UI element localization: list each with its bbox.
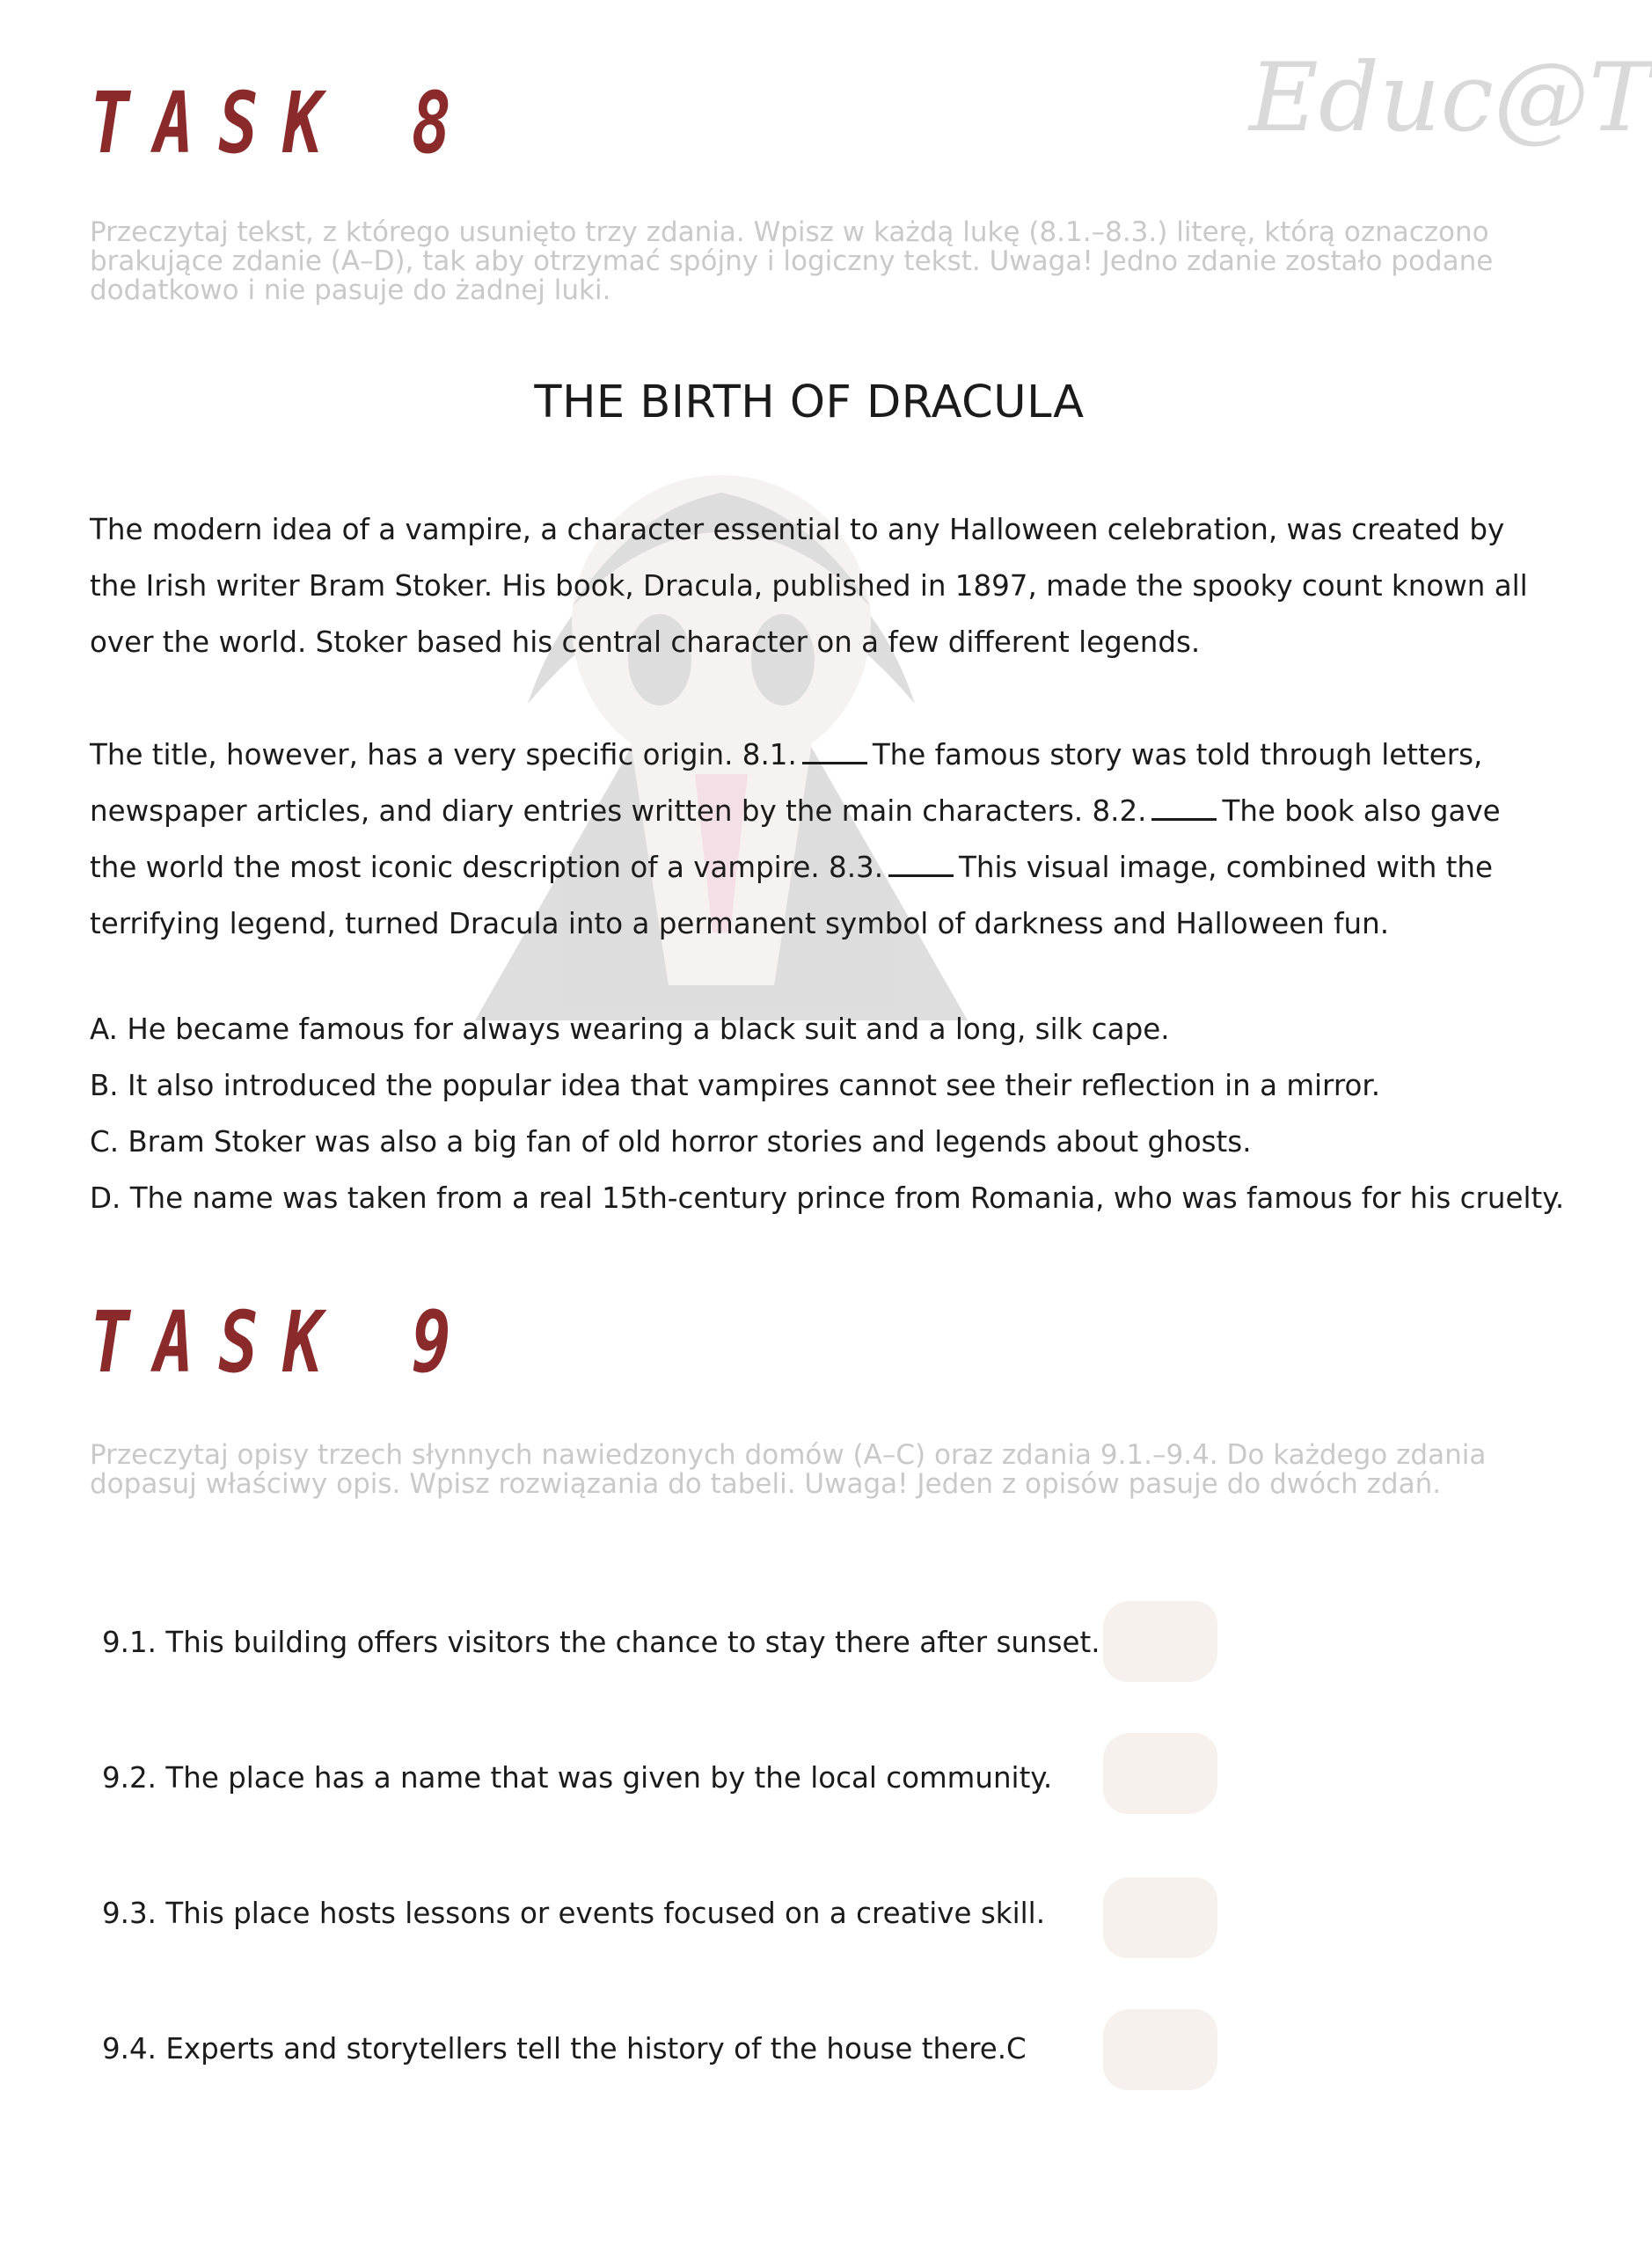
option-letter: C. [90, 1125, 120, 1159]
answer-box-9-2[interactable] [1103, 1733, 1217, 1814]
article-paragraph-1: The modern idea of a vampire, a character essential to any Halloween celebration, was created by the Irish writer Bram Stoker. His book, Dracula, published in 1897, made the spooky count known all over the world. Stoker based his central character on a few different legends. [90, 513, 1528, 659]
paragraph-2-part-1: The title, however, has a very specific origin. 8.1. [90, 738, 797, 771]
option-text: The name was taken from a real 15th-century prince from Romania, who was famous for his cruelty. [129, 1181, 1565, 1215]
gap-8-3[interactable] [888, 874, 954, 877]
option-text: Bram Stoker was also a big fan of old horror stories and legends about ghosts. [128, 1125, 1252, 1159]
question-text: Experts and storytellers tell the history of the house there.C [165, 2032, 1027, 2066]
option-a [90, 1001, 1568, 1057]
option-letter: D. [90, 1181, 121, 1215]
paragraph-2-part-3: The book also gave the world the most iconic description of a vampire. 8.3. [90, 794, 1501, 884]
question-9-1 [102, 1626, 1100, 1659]
question-text: The place has a name that was given by the local community. [165, 1761, 1053, 1795]
question-number: 9.1. [102, 1626, 157, 1659]
question-9-3 [102, 1897, 1045, 1930]
question-number: 9.3. [102, 1897, 157, 1930]
task8-title: TASK 8 [90, 74, 476, 172]
answer-box-9-1[interactable] [1103, 1601, 1217, 1682]
task8-instruction: Przeczytaj tekst, z którego usunięto trzy zdania. Wpisz w każdą lukę (8.1.–8.3.) literę, którą oznaczono brakujące zdanie (A–D), tak aby otrzymać spójny i logiczny tekst. Uwaga! Jedno zdanie zostało podane dodatkowo i nie pasuje do żadnej luki. [90, 216, 1494, 306]
question-number: 9.2. [102, 1761, 157, 1795]
task9-instruction: Przeczytaj opisy trzech słynnych nawiedzonych domów (A–C) oraz zdania 9.1.–9.4. Do każdego zdania dopasuj właściwy opis. Wpisz rozwiązania do tabeli. Uwaga! Jeden z opisów pasuje do dwóch zdań. [90, 1439, 1487, 1500]
article-headline: THE BIRTH OF DRACULA [534, 377, 1085, 428]
question-9-4 [102, 2032, 1027, 2066]
task9-title: TASK 9 [90, 1293, 476, 1392]
question-number: 9.4. [102, 2032, 157, 2066]
question-9-2 [102, 1761, 1052, 1795]
option-text: It also introduced the popular idea that vampires cannot see their reflection in a mirror. [127, 1069, 1381, 1102]
option-b [90, 1057, 1568, 1114]
paragraph-2-part-2: The famous story was told through letters, newspaper articles, and diary entries written by the main characters. 8.2. [90, 738, 1483, 828]
question-text: This place hosts lessons or events focused on a creative skill. [165, 1897, 1046, 1930]
option-text: He became famous for always wearing a black suit and a long, silk cape. [127, 1013, 1170, 1046]
gap-8-2[interactable] [1151, 817, 1217, 821]
option-letter: A. [90, 1013, 118, 1046]
options-list [90, 1001, 1568, 1226]
answer-box-9-3[interactable] [1103, 1877, 1217, 1958]
question-text: This building offers visitors the chance to stay there after sunset. [165, 1626, 1100, 1659]
option-letter: B. [90, 1069, 119, 1102]
article-paragraph-2 [90, 727, 1532, 952]
option-c [90, 1114, 1568, 1170]
answer-box-9-4[interactable] [1103, 2009, 1217, 2090]
paragraph-2-part-4: This visual image, combined with the terrifying legend, turned Dracula into a permanent symbol of darkness and Halloween fun. [90, 851, 1493, 940]
gap-8-1[interactable] [802, 761, 867, 764]
brand-logo: Educ@T [1249, 43, 1652, 153]
option-d [90, 1170, 1568, 1226]
